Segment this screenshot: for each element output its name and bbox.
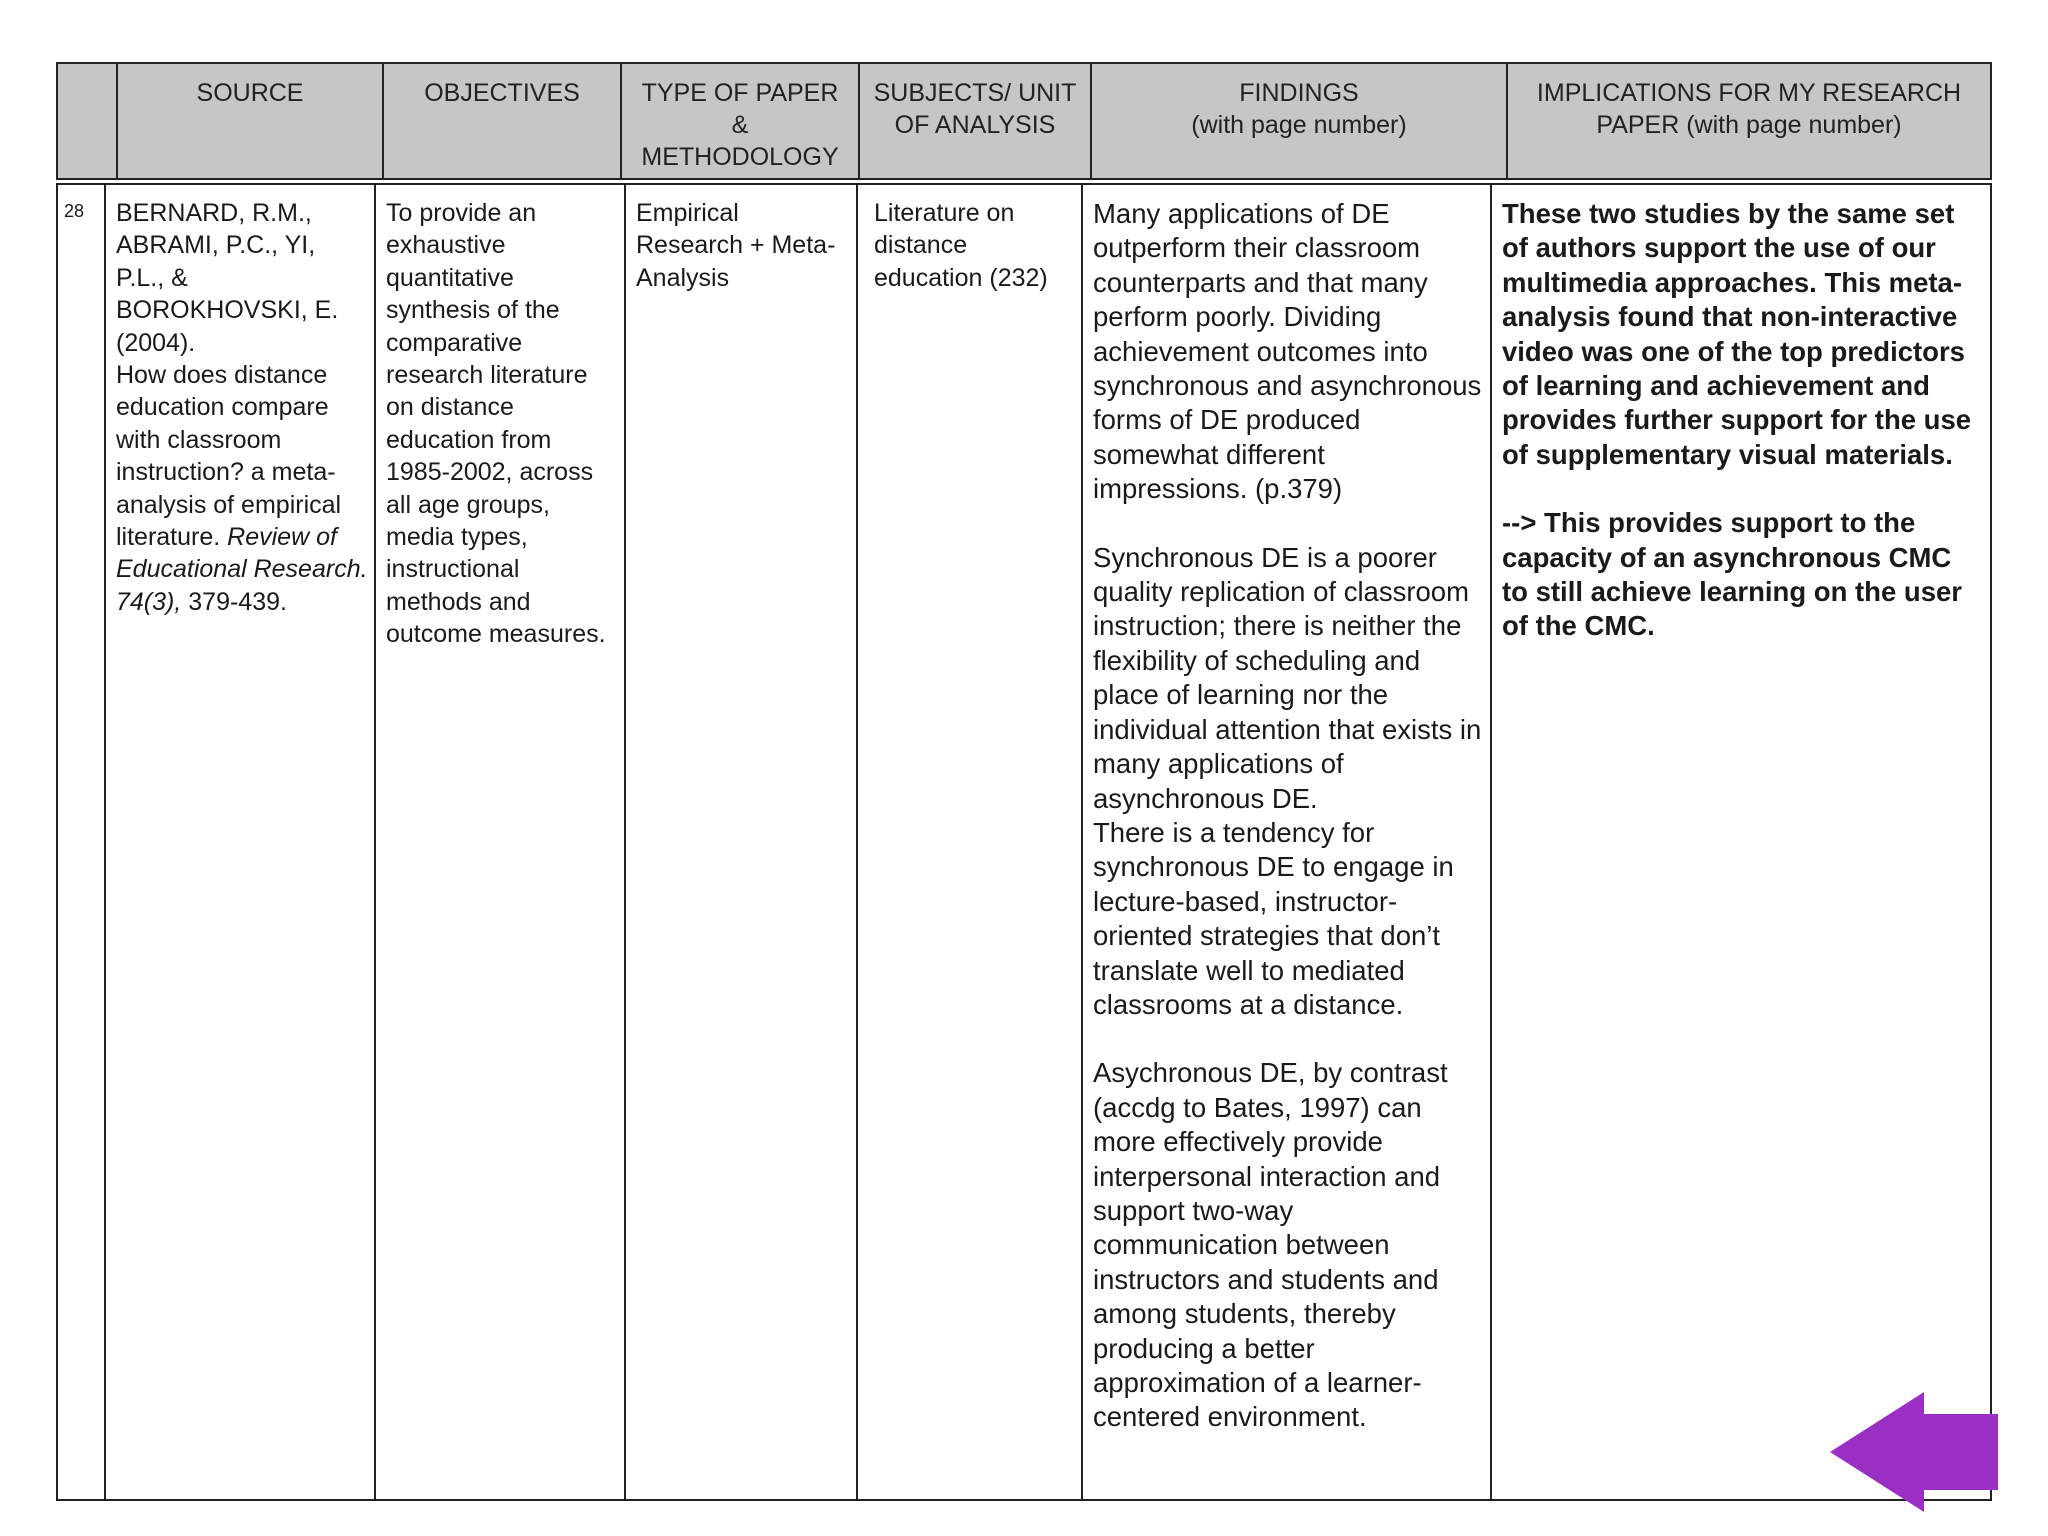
header-source (118, 64, 384, 178)
table-header-row (56, 62, 1992, 180)
type-of-paper-text: Empirical Research + Meta-Analysis (636, 199, 836, 292)
implications-cell (1492, 185, 1990, 1499)
header-findings-line1: FINDINGS (1239, 79, 1359, 107)
objectives-text: To provide an exhaustive quantitative synthesis of the comparative research literature on distance education from 1985-2002, across all age groups, media types, instructional methods and outcome measures. (386, 199, 606, 649)
header-subjects-line2: OF ANALYSIS (894, 111, 1056, 139)
header-objectives-label: OBJECTIVES (424, 79, 580, 107)
header-type-of-paper (622, 64, 860, 178)
findings-paragraph-4: Asychronous DE, by contrast (accdg to Bates, 1997) can more effectively provide interpersonal interaction and support two-way communication between instructors and students and among students, thereby producing a better approximation of a learner-centered environment. (1093, 1057, 1448, 1433)
findings-paragraph-1: Many applications of DE outperform their classroom counterparts and that many perform poorly. Dividing achievement outcomes into synchronous and asynchronous forms of DE produced somewhat different impressions. (p.379) (1093, 198, 1482, 505)
source-pages: 379-439. (181, 587, 287, 616)
implications-paragraph-2: --> This provides support to the capacity of an asynchronous CMC to still achieve learning on the user of the CMC. (1502, 507, 1962, 642)
header-number (58, 64, 118, 178)
header-subjects-line1: SUBJECTS/ UNIT (873, 79, 1077, 107)
source-citation (116, 359, 368, 618)
header-implications (1508, 64, 1990, 178)
row-number: 28 (64, 201, 85, 221)
type-of-paper-cell (626, 185, 858, 1499)
header-findings-line2: (with page number) (1191, 111, 1407, 139)
header-findings (1092, 64, 1508, 178)
source-authors: BERNARD, R.M., ABRAMI, P.C., YI, P.L., & BOROKHOVSKI, E. (2004). (116, 199, 339, 357)
left-arrow-shape (1830, 1392, 1998, 1512)
objectives-cell (376, 185, 626, 1499)
back-button[interactable] (1830, 1392, 1998, 1512)
findings-paragraph-2: Synchronous DE is a poorer quality replication of classroom instruction; there is neither the flexibility of scheduling and place of learning nor the individual attention that exists in many applications of asynchronous DE. (1093, 541, 1482, 814)
row-number-cell (58, 185, 106, 1499)
source-cell (106, 185, 376, 1499)
source-title: How does distance education compare with classroom instruction? a meta-analysis of empirical literature. (116, 361, 342, 552)
subjects-cell (858, 185, 1083, 1499)
findings-cell (1083, 185, 1492, 1499)
subjects-text: Literature on distance education (232) (874, 199, 1048, 292)
implications-paragraph-1: These two studies by the same set of authors support the use of our multimedia approaches. This meta-analysis found that non-interactive video was one of the top predictors of learning and achievement and provides further support for the use of supplementary visual materials. (1502, 198, 1972, 470)
findings-paragraph-3: There is a tendency for synchronous DE to engage in lecture-based, instructor-oriented strategies that don’t translate well to mediated classrooms at a distance. (1093, 816, 1454, 1020)
source-journal: Review of Educational Research. 74(3), (116, 523, 368, 616)
header-implications-line2: PAPER (with page number) (1596, 111, 1902, 139)
header-source-label: SOURCE (196, 79, 304, 107)
header-type-line2: & (731, 111, 749, 139)
table-row (56, 183, 1992, 1501)
header-implications-line1: IMPLICATIONS FOR MY RESEARCH (1536, 79, 1962, 107)
header-type-line3: METHODOLOGY (641, 143, 839, 171)
header-objectives (384, 64, 622, 178)
left-arrow-icon (1830, 1392, 1998, 1512)
header-subjects (860, 64, 1092, 178)
header-type-line1: TYPE OF PAPER (641, 79, 839, 107)
